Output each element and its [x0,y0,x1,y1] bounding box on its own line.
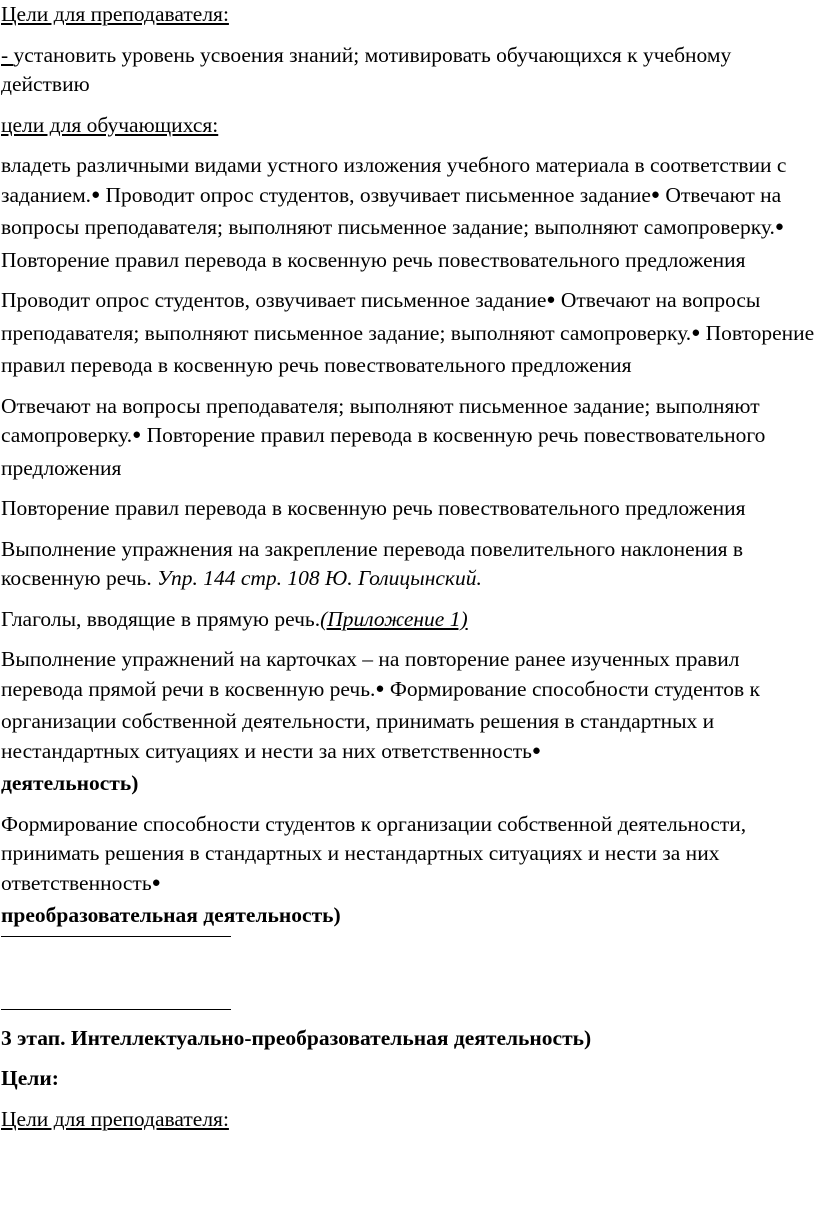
appendix-link[interactable]: (Приложение 1) [320,606,468,631]
formation-text: Формирование способности студентов к организации собственной деятельности, принимать решения в стандартных и нестандартных ситуациях и нести за них ответственность [1,811,747,895]
paragraph-verbs [1,605,816,635]
goals-teacher-heading [1,0,816,30]
paragraph-survey [1,286,816,381]
goals-teacher-paragraph [1,41,816,100]
bullet-icon: ● [650,186,660,203]
goals-heading [1,1064,816,1094]
skills-text: владеть различными видами устного изложения учебного материала в соответствии с заданием. [1,153,787,207]
goals-teacher-text-2: Цели для преподавателя: [1,1106,229,1131]
blank-space [1,937,816,1009]
formation-text: Формирование способности студентов к организации собственной деятельности, принимать решения в стандартных и нестандартных ситуациях и нести за них ответственность [1,676,761,763]
paragraph-cards [1,645,816,769]
paragraph-repeat-rules [1,494,816,524]
repeat-rules-text: Повторение правил перевода в косвенную речь повествовательного предложения [1,423,766,480]
paragraph-skills [1,151,816,275]
goals-students-text: цели для обучающихся: [1,112,219,137]
stage-heading-text: 3 этап. Интеллектуально-преобразовательная деятельность) [1,1025,592,1050]
exercise-text: Выполнение упражнения на закрепление перевода повелительного наклонения в косвенную речь. [1,536,744,590]
repeat-rules-text: Повторение правил перевода в косвенную речь повествовательного предложения [1,320,815,377]
verbs-text: Глаголы, вводящие в прямую речь. [1,606,321,631]
goals-teacher-heading-2 [1,1105,816,1135]
repeat-rules-text: Повторение правил перевода в косвенную речь повествовательного предложения [1,496,746,520]
answers-text: Отвечают на вопросы преподавателя; выполняют письменное задание; выполняют самопроверку. [1,288,761,345]
bullet-icon: ● [531,742,541,759]
repeat-rules-text: Повторение правил перевода в косвенную речь повествовательного предложения [1,247,746,272]
survey-text: Проводит опрос студентов, озвучивает письменное задание [1,288,547,312]
bold-activity-line [1,769,816,799]
goals-students-heading [1,111,816,141]
cards-text: Выполнение упражнений на карточках – на повторение ранее изученных правил перевода прямой речи в косвенную речь. [1,647,740,701]
paragraph-exercise [1,535,816,594]
answers-text: Отвечают на вопросы преподавателя; выполняют письменное задание; выполняют самопроверку. [1,393,760,447]
goals-heading-text: Цели: [1,1066,59,1090]
bullet-icon: ● [691,324,701,341]
bold-transform-text: преобразовательная деятельность) [1,903,341,927]
goals-teacher-body: установить уровень усвоения знаний; мотивировать обучающихся к учебному действию [1,42,732,96]
bullet-icon: ● [375,680,385,697]
bold-transform-line [1,901,816,931]
exercise-reference: Упр. 144 стр. 108 Ю. Голицынский. [151,566,482,590]
bullet-icon: ● [774,219,784,235]
bullet-icon: ● [546,292,556,308]
stage-heading [1,1024,816,1054]
bullet-icon: ● [91,186,101,203]
goals-teacher-text: Цели для преподавателя: [1,2,229,26]
bullet-icon: ● [132,427,142,443]
paragraph-formation [1,810,816,902]
dash-mark: - [1,42,14,67]
bullet-icon: ● [151,874,161,891]
survey-text: Проводит опрос студентов, озвучивает письменное задание [100,182,651,207]
bold-activity-text: деятельность) [1,771,139,795]
footnote-divider [1,1009,231,1010]
paragraph-answers [1,392,816,484]
answers-text: Отвечают на вопросы преподавателя; выполняют письменное задание; выполняют самопроверку. [1,182,782,239]
